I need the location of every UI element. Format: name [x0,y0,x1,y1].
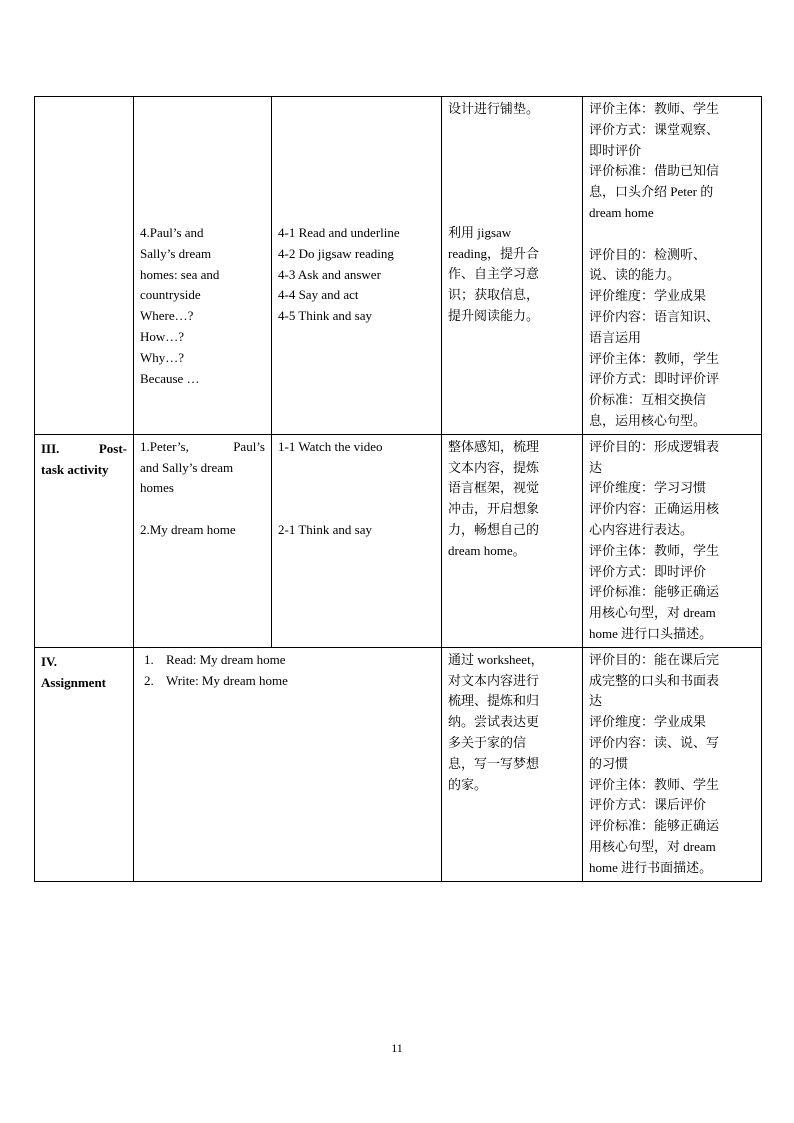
table-row [35,97,762,435]
evaluation-line: 评价维度：学业成果 [589,714,707,730]
purpose-line: 多关于家的信 [448,734,527,750]
activity-line: 4-3 Ask and answer [278,266,381,282]
evaluation-line: 价标准：互相交换信 [589,392,707,408]
assignment-item-number: 2. [144,672,154,688]
purpose-line: 通过 worksheet， [448,651,544,667]
lesson-plan-table [34,96,762,882]
table-row [35,647,762,881]
stage-number: III. [41,440,60,456]
assignment-cell [134,647,442,881]
stage-cell [35,97,134,435]
purpose-cell [442,647,583,881]
stage-title-part: task activity [41,461,109,477]
evaluation-line: 评价主体：教师、学生 [589,776,720,792]
purpose-line: 提升阅读能力。 [448,307,540,323]
evaluation-line: 评价主体：教师，学生 [589,350,720,366]
evaluation-cell [583,434,762,647]
stage-title-part: Post- [98,440,127,456]
stage-cell [35,647,134,881]
evaluation-line: 评价内容：语言知识、 [589,308,720,324]
content-cell [134,434,272,647]
evaluation-line: 达 [589,459,603,475]
content-cell [134,97,272,435]
purpose-line: 力，畅想自己的 [448,521,540,537]
assignment-item-text: Read: My dream home [166,651,286,667]
purpose-cell [442,97,583,435]
evaluation-line: 评价方式：课堂观察、 [589,121,720,137]
evaluation-line: 心内容进行表达。 [589,521,694,537]
content-line: Paul’s [233,438,265,454]
content-line: Because … [140,370,200,386]
table-row [35,434,762,647]
activity-line: 2-1 Think and say [278,521,372,537]
evaluation-line: 成完整的口头和书面表 [589,672,720,688]
purpose-line: dream home。 [448,542,526,558]
evaluation-line: dream home [589,204,654,220]
evaluation-line: 评价目的：检测听、 [589,246,707,262]
evaluation-line: 说、读的能力。 [589,267,681,283]
content-line: homes [140,480,174,496]
content-line: countryside [140,287,201,303]
evaluation-line: 评价标准：借助已知信 [589,163,720,179]
activities-cell [272,434,442,647]
content-line: 2.My dream home [140,521,236,537]
purpose-line: 息，写一写梦想 [448,755,540,771]
stage-title: Assignment [41,674,107,690]
evaluation-line: 评价方式：课后评价 [589,797,707,813]
evaluation-line: 息，口头介绍 Peter 的 [589,184,714,200]
evaluation-cell [583,647,762,881]
content-line: Sally’s dream [140,245,212,261]
assignment-item [140,650,435,671]
purpose-line: 设计进行铺垫。 [448,101,540,116]
stage-number: IV. [41,653,58,669]
evaluation-line: 评价方式：即时评价评 [589,371,720,387]
purpose-line: 对文本内容进行 [448,672,540,688]
purpose-line: 冲击，开启想象 [448,501,540,517]
purpose-line: 语言框架，视觉 [448,480,540,496]
content-line: Why…? [140,349,185,365]
evaluation-line: home 进行书面描述。 [589,859,713,875]
evaluation-line: 评价维度：学业成果 [589,288,707,304]
evaluation-line: 息，运用核心句型。 [589,412,707,428]
assignment-item [140,671,435,692]
evaluation-line: 评价主体：教师、学生 [589,101,720,116]
evaluation-cell [583,97,762,435]
purpose-line: 梳理、提炼和归 [448,693,540,709]
assignment-item-text: Write: My dream home [166,672,288,688]
evaluation-line: 评价方式：即时评价 [589,563,707,579]
content-line: 1.Peter’s, [140,438,189,454]
content-line: and Sally’s dream [140,459,234,475]
evaluation-line: 评价内容：正确运用核 [589,501,720,517]
evaluation-line: 的习惯 [589,755,629,771]
purpose-line: 的家。 [448,776,488,792]
purpose-line: 识；获取信息， [448,287,540,303]
purpose-line: 作、自主学习意 [448,266,540,282]
purpose-cell [442,434,583,647]
page-number: 11 [391,1041,403,1055]
content-line: Where…? [140,308,194,324]
activity-line: 4-4 Say and act [278,287,359,303]
content-line: homes: sea and [140,266,220,282]
evaluation-line: 评价目的：能在课后完 [589,651,720,667]
evaluation-line: 评价标准：能够正确运 [589,584,720,600]
purpose-line: 文本内容，提炼 [448,459,540,475]
evaluation-line: home 进行口头描述。 [589,625,713,641]
purpose-line: 利用 jigsaw [448,224,512,240]
evaluation-line: 评价维度：学习习惯 [589,480,707,496]
evaluation-line: 达 [589,693,603,709]
evaluation-line: 评价主体：教师，学生 [589,542,720,558]
content-line: How…? [140,328,185,344]
purpose-line: 整体感知，梳理 [448,438,540,454]
purpose-line: 纳。尝试表达更 [448,714,540,730]
content-line: 4.Paul’s and [140,225,204,240]
evaluation-line: 评价目的：形成逻辑表 [589,438,720,454]
activity-line: 4-1 Read and underline [278,225,400,240]
activities-cell [272,97,442,435]
activity-line: 4-2 Do jigsaw reading [278,245,394,261]
evaluation-line: 评价内容：读、说、写 [589,734,720,750]
evaluation-line: 用核心句型，对 dream [589,605,716,621]
assignment-item-number: 1. [144,651,154,667]
evaluation-line: 即时评价 [589,142,642,158]
purpose-line: reading，提升合 [448,245,539,261]
evaluation-line: 用核心句型，对 dream [589,838,716,854]
evaluation-line: 评价标准：能够正确运 [589,818,720,834]
stage-cell [35,434,134,647]
evaluation-line: 语言运用 [589,329,642,345]
activity-line: 1-1 Watch the video [278,438,383,454]
activity-line: 4-5 Think and say [278,308,372,324]
